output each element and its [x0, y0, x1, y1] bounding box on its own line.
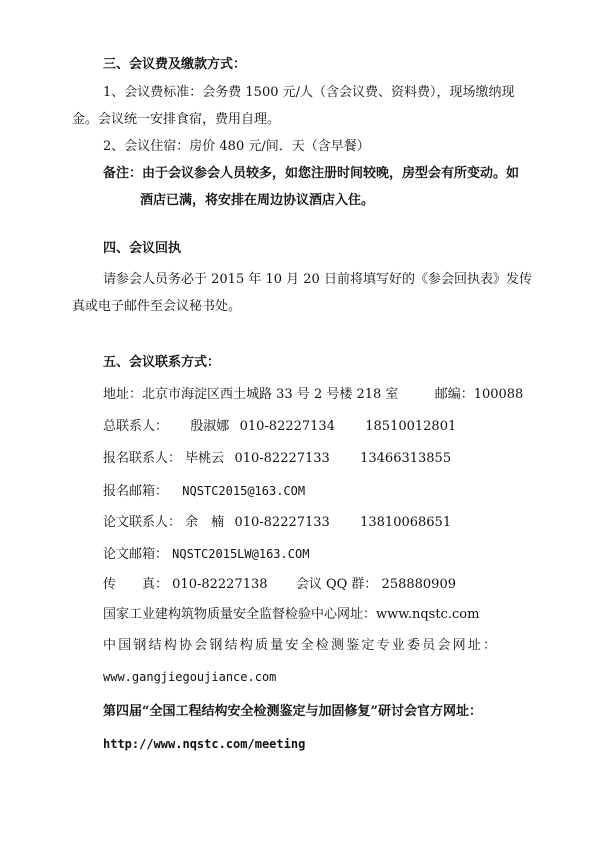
site-3-url[interactable]: http://www.nqstc.com/meeting — [103, 737, 306, 751]
address-line — [103, 386, 523, 404]
fax-line — [103, 576, 456, 594]
site-2-label: 中国钢结构协会钢结构质量安全检测鉴定专业委员会网址： — [103, 638, 499, 653]
note-line-1: 备注：由于会议参会人员较多，如您注册时间较晚，房型会有所变动。如 — [103, 166, 520, 181]
paper-contact-label: 论文联系人： — [103, 515, 182, 530]
receipt-body-line-1: 请参会人员务必于 2015 年 10 月 20 日前将填写好的《参会回执表》发传 — [103, 272, 532, 287]
registration-email-line — [103, 482, 305, 501]
site-3-label: 第四届“全国工程结构安全检测鉴定与加固修复”研讨会官方网址： — [103, 704, 482, 719]
lodging-line: 2、会议住宿：房价 480 元/间．天（含早餐） — [103, 139, 370, 154]
main-contact-line — [103, 418, 456, 436]
registration-email-link[interactable]: NQSTC2015@163.COM — [182, 484, 306, 498]
main-contact-label: 总联系人： — [103, 419, 169, 434]
main-contact-name: 殷淑娜 — [190, 419, 230, 434]
main-contact-phone: 010-82227134 — [239, 419, 335, 434]
section-4-heading: 四、会议回执 — [103, 241, 182, 256]
section-3-heading: 三、会议费及缴款方式： — [103, 57, 247, 72]
paper-email-link[interactable]: NQSTC2015LW@163.COM — [172, 547, 310, 561]
fax-number: 010-82227138 — [172, 577, 268, 592]
address-text: 地址：北京市海淀区西土城路 33 号 2 号楼 218 室 — [103, 387, 399, 402]
site-2-url[interactable]: www.gangjiegoujiance.com — [103, 670, 277, 684]
receipt-body-line-2: 真或电子邮件至会议秘书处。 — [72, 299, 242, 314]
paper-contact-mobile: 13810068651 — [360, 515, 452, 530]
registration-contact-name: 毕桃云 — [185, 451, 225, 466]
paper-contact-line — [103, 514, 451, 532]
site-1-line: 国家工业建构筑物质量安全监督检验中心网址：www.nqstc.com — [103, 607, 480, 622]
paper-email-label: 论文邮箱： — [103, 547, 169, 562]
registration-contact-phone: 010-82227133 — [234, 451, 330, 466]
postcode-text: 邮编：100088 — [434, 387, 524, 402]
fee-standard-line-2: 金。会议统一安排食宿，费用自理。 — [72, 112, 281, 127]
registration-contact-line — [103, 450, 451, 468]
paper-email-line — [103, 545, 309, 564]
section-5-heading: 五、会议联系方式： — [103, 355, 221, 370]
fax-label: 传 真： — [103, 577, 169, 592]
qq-number: 258880909 — [381, 577, 456, 592]
note-line-2: 酒店已满，将安排在周边协议酒店入住。 — [140, 193, 375, 208]
registration-contact-label: 报名联系人： — [103, 451, 182, 466]
paper-contact-name: 余 楠 — [185, 515, 225, 530]
fee-standard-line-1: 1、会议费标准：会务费 1500 元/人（含会议费、资料费），现场缴纳现 — [103, 85, 515, 100]
qq-label: 会议 QQ 群： — [295, 577, 378, 592]
registration-contact-mobile: 13466313855 — [360, 451, 452, 466]
main-contact-mobile: 18510012801 — [365, 419, 457, 434]
registration-email-label: 报名邮箱： — [103, 484, 169, 499]
paper-contact-phone: 010-82227133 — [234, 515, 330, 530]
